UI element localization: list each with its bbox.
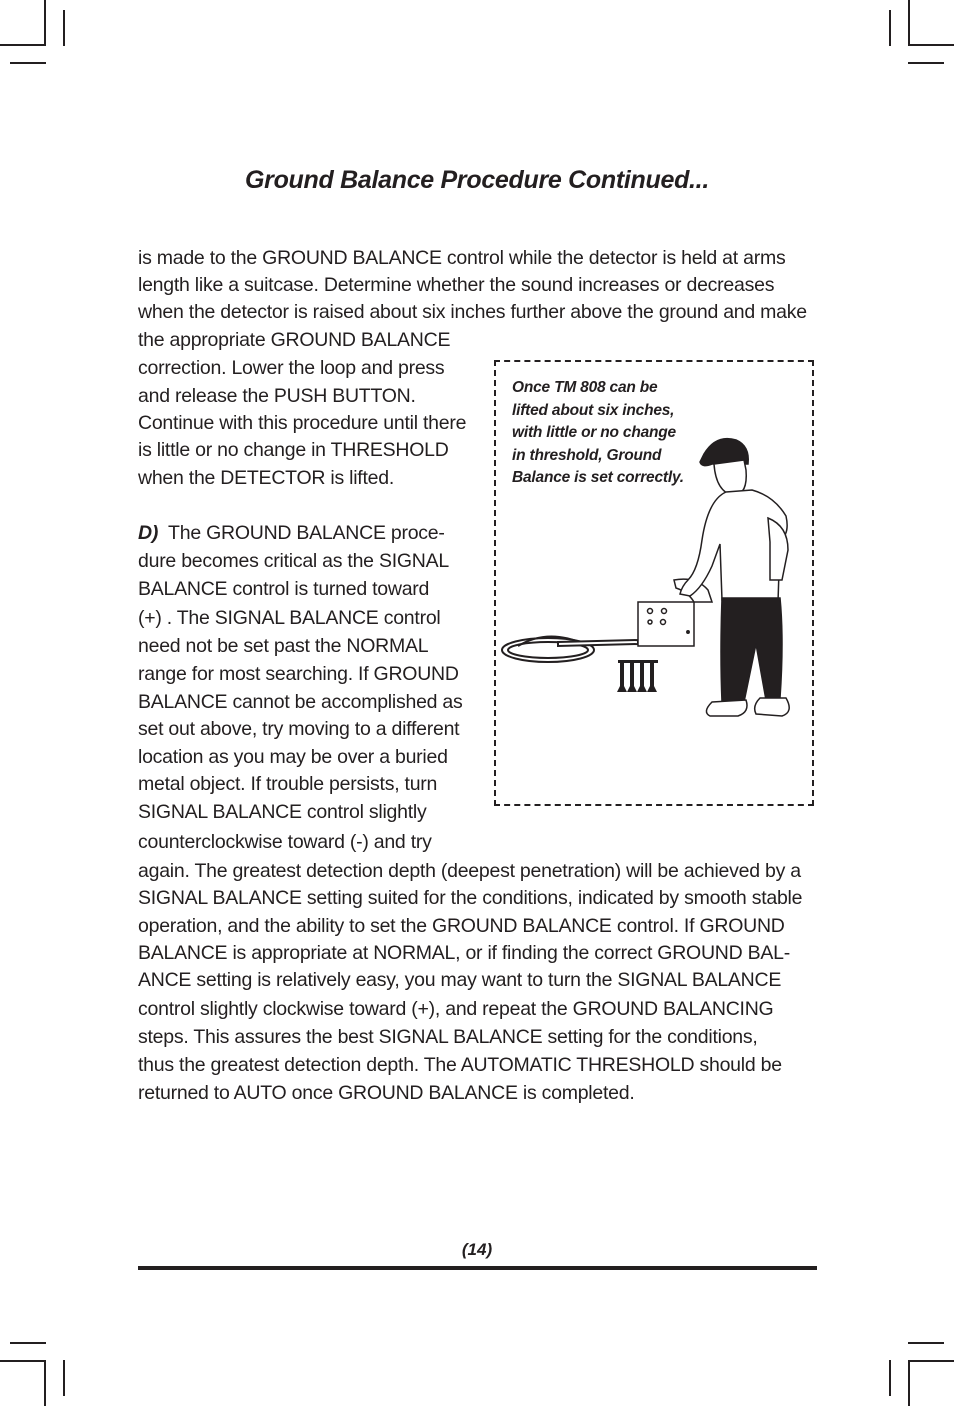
caption-line: Balance is set correctly.: [512, 469, 684, 486]
body-line: when the DETECTOR is lifted.: [138, 467, 394, 489]
body-line: (+) . The SIGNAL BALANCE control: [138, 607, 441, 629]
man-with-detector-illustration: [498, 430, 798, 730]
body-line: dure becomes critical as the SIGNAL: [138, 550, 449, 572]
lift-arrows: [617, 660, 658, 692]
body-line: and release the PUSH BUTTON.: [138, 385, 416, 407]
body-line: set out above, try moving to a different: [138, 718, 460, 740]
page-title: Ground Balance Procedure Continued...: [245, 166, 709, 194]
body-line: again. The greatest detection depth (deepest penetration) will be achieved by a: [138, 860, 801, 882]
crop-mark: [63, 1360, 65, 1396]
section-d-label: D): [138, 522, 159, 544]
body-line: location as you may be over a buried: [138, 746, 448, 768]
body-line: length like a suitcase. Determine whether the sound increases or decreases: [138, 274, 775, 296]
person: [680, 439, 789, 716]
body-line: correction. Lower the loop and press: [138, 357, 445, 379]
body-line: operation, and the ability to set the GROUND BALANCE control. If GROUND: [138, 915, 785, 937]
body-line: returned to AUTO once GROUND BALANCE is completed.: [138, 1082, 635, 1104]
body-line: SIGNAL BALANCE setting suited for the conditions, indicated by smooth stable: [138, 887, 803, 909]
body-line: BALANCE is appropriate at NORMAL, or if finding the correct GROUND BAL-: [138, 942, 790, 964]
crop-mark: [0, 1360, 46, 1362]
body-line: need not be set past the NORMAL: [138, 635, 429, 657]
body-line: when the detector is raised about six inches further above the ground and make: [138, 301, 807, 323]
body-line: control slightly clockwise toward (+), and repeat the GROUND BALANCING: [138, 998, 774, 1020]
body-line: Continue with this procedure until there: [138, 412, 467, 434]
body-line: the appropriate GROUND BALANCE: [138, 329, 451, 351]
control-box: [638, 602, 694, 646]
crop-mark: [63, 10, 65, 46]
detector-shaft: [558, 640, 638, 646]
crop-mark: [889, 1360, 891, 1396]
crop-mark: [908, 44, 954, 46]
body-line: range for most searching. If GROUND: [138, 663, 459, 685]
caption-line: lifted about six inches,: [512, 401, 675, 419]
crop-mark: [44, 0, 46, 46]
body-line: counterclockwise toward (-) and try: [138, 831, 432, 853]
crop-mark: [908, 62, 944, 64]
section-d-text: The GROUND BALANCE proce-: [158, 522, 445, 544]
crop-mark: [908, 1360, 954, 1362]
body-line: is made to the GROUND BALANCE control while the detector is held at arms: [138, 247, 786, 269]
crop-mark: [908, 0, 910, 46]
body-line: BALANCE cannot be accomplished as: [138, 691, 463, 713]
caption-line: in threshold, Ground: [512, 446, 662, 464]
crop-mark: [10, 62, 46, 64]
crop-mark: [908, 1360, 910, 1406]
caption-line: Once TM 808 can be: [512, 379, 658, 396]
body-line: steps. This assures the best SIGNAL BALANCE setting for the conditions,: [138, 1026, 758, 1048]
body-line: ANCE setting is relatively easy, you may want to turn the SIGNAL BALANCE: [138, 969, 782, 991]
caption-line: with little or no change: [512, 424, 676, 441]
crop-mark: [889, 10, 891, 46]
body-line: BALANCE control is turned toward: [138, 578, 430, 600]
section-d-first-line: [138, 520, 445, 547]
body-line: is little or no change in THRESHOLD: [138, 439, 449, 461]
search-coil: [502, 636, 594, 662]
crop-mark: [10, 1342, 46, 1344]
body-line: SIGNAL BALANCE control slightly: [138, 801, 427, 823]
body-line: thus the greatest detection depth. The AUTOMATIC THRESHOLD should be: [138, 1054, 782, 1076]
footer-rule: [138, 1266, 817, 1270]
crop-mark: [44, 1360, 46, 1406]
page-number: (14): [461, 1240, 493, 1259]
crop-mark: [908, 1342, 944, 1344]
body-line: metal object. If trouble persists, turn: [138, 773, 438, 795]
crop-mark: [0, 44, 46, 46]
